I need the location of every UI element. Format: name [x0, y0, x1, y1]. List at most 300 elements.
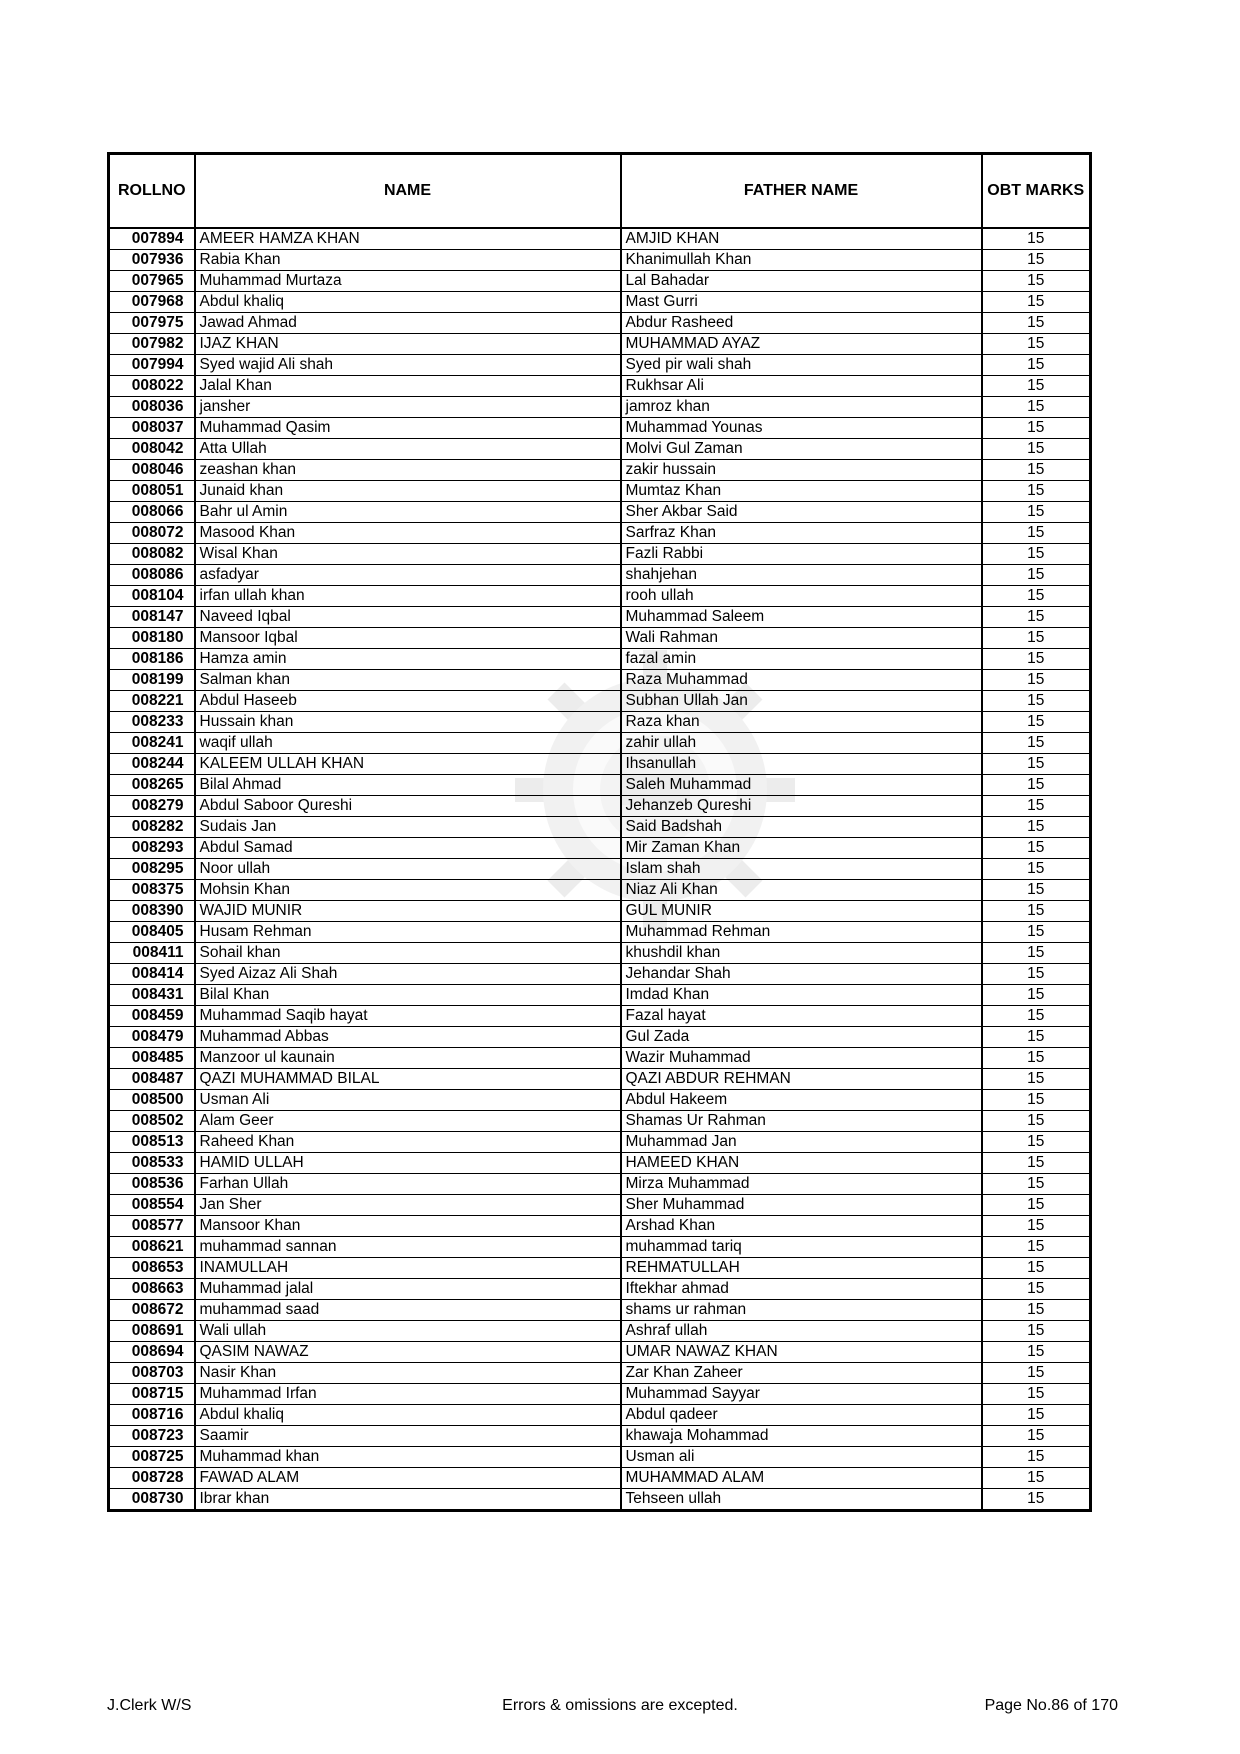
father-name-cell: Muhammad Saleem	[621, 607, 982, 628]
table-row	[109, 796, 1091, 817]
marks-cell: 15	[982, 1195, 1091, 1216]
name-cell: Manzoor ul kaunain	[195, 1048, 621, 1069]
rollno-cell: 008186	[109, 649, 195, 670]
table-row	[109, 1195, 1091, 1216]
table-row	[109, 481, 1091, 502]
father-name-cell: HAMEED KHAN	[621, 1153, 982, 1174]
rollno-cell: 008691	[109, 1321, 195, 1342]
rollno-cell: 008533	[109, 1153, 195, 1174]
marks-cell: 15	[982, 1090, 1091, 1111]
table-row	[109, 880, 1091, 901]
table-row	[109, 1153, 1091, 1174]
marks-cell: 15	[982, 922, 1091, 943]
marks-cell: 15	[982, 334, 1091, 355]
table-row	[109, 1468, 1091, 1489]
father-name-cell: Muhammad Rehman	[621, 922, 982, 943]
table-row	[109, 754, 1091, 775]
rollno-cell: 008500	[109, 1090, 195, 1111]
father-name-cell: Jehandar Shah	[621, 964, 982, 985]
name-cell: Muhammad jalal	[195, 1279, 621, 1300]
table-row	[109, 376, 1091, 397]
name-cell: QASIM NAWAZ	[195, 1342, 621, 1363]
rollno-cell: 008554	[109, 1195, 195, 1216]
rollno-cell: 007975	[109, 313, 195, 334]
father-name-cell: Raza Muhammad	[621, 670, 982, 691]
table-row	[109, 355, 1091, 376]
marks-cell: 15	[982, 292, 1091, 313]
name-cell: Jan Sher	[195, 1195, 621, 1216]
rollno-cell: 007965	[109, 271, 195, 292]
marks-cell: 15	[982, 1300, 1091, 1321]
table-row	[109, 397, 1091, 418]
marks-cell: 15	[982, 1111, 1091, 1132]
header-obt-marks: OBT MARKS	[982, 154, 1091, 229]
father-name-cell: Arshad Khan	[621, 1216, 982, 1237]
name-cell: INAMULLAH	[195, 1258, 621, 1279]
name-cell: muhammad sannan	[195, 1237, 621, 1258]
rollno-cell: 008180	[109, 628, 195, 649]
rollno-cell: 008716	[109, 1405, 195, 1426]
name-cell: QAZI MUHAMMAD BILAL	[195, 1069, 621, 1090]
marks-cell: 15	[982, 523, 1091, 544]
table-row	[109, 1006, 1091, 1027]
rollno-cell: 008082	[109, 544, 195, 565]
table-row	[109, 586, 1091, 607]
father-name-cell: Muhammad Sayyar	[621, 1384, 982, 1405]
table-row	[109, 1363, 1091, 1384]
table-row	[109, 523, 1091, 544]
marks-cell: 15	[982, 1048, 1091, 1069]
father-name-cell: zahir ullah	[621, 733, 982, 754]
name-cell: Alam Geer	[195, 1111, 621, 1132]
marks-cell: 15	[982, 271, 1091, 292]
marks-cell: 15	[982, 1132, 1091, 1153]
marks-cell: 15	[982, 565, 1091, 586]
father-name-cell: Sarfraz Khan	[621, 523, 982, 544]
name-cell: Hussain khan	[195, 712, 621, 733]
rollno-cell: 007968	[109, 292, 195, 313]
father-name-cell: Said Badshah	[621, 817, 982, 838]
name-cell: waqif ullah	[195, 733, 621, 754]
marks-cell: 15	[982, 376, 1091, 397]
table-row	[109, 1384, 1091, 1405]
name-cell: HAMID ULLAH	[195, 1153, 621, 1174]
rollno-cell: 008046	[109, 460, 195, 481]
name-cell: Muhammad Saqib hayat	[195, 1006, 621, 1027]
rollno-cell: 008086	[109, 565, 195, 586]
rollno-cell: 008663	[109, 1279, 195, 1300]
name-cell: Wisal Khan	[195, 544, 621, 565]
rollno-cell: 008414	[109, 964, 195, 985]
marks-cell: 15	[982, 397, 1091, 418]
table-row	[109, 271, 1091, 292]
rollno-cell: 008694	[109, 1342, 195, 1363]
table-row	[109, 1489, 1091, 1511]
name-cell: Muhammad Murtaza	[195, 271, 621, 292]
father-name-cell: Zar Khan Zaheer	[621, 1363, 982, 1384]
father-name-cell: GUL MUNIR	[621, 901, 982, 922]
table-row	[109, 228, 1091, 250]
name-cell: Bahr ul Amin	[195, 502, 621, 523]
table-row	[109, 712, 1091, 733]
rollno-cell: 008536	[109, 1174, 195, 1195]
name-cell: Saamir	[195, 1426, 621, 1447]
marks-cell: 15	[982, 607, 1091, 628]
name-cell: Usman Ali	[195, 1090, 621, 1111]
rollno-cell: 008022	[109, 376, 195, 397]
rollno-cell: 008265	[109, 775, 195, 796]
table-row	[109, 838, 1091, 859]
marks-cell: 15	[982, 943, 1091, 964]
rollno-cell: 008411	[109, 943, 195, 964]
table-row	[109, 313, 1091, 334]
table-row	[109, 922, 1091, 943]
marks-cell: 15	[982, 796, 1091, 817]
name-cell: Sudais Jan	[195, 817, 621, 838]
table-row	[109, 565, 1091, 586]
table-row	[109, 1237, 1091, 1258]
father-name-cell: Mast Gurri	[621, 292, 982, 313]
father-name-cell: Wali Rahman	[621, 628, 982, 649]
name-cell: Abdul Haseeb	[195, 691, 621, 712]
marks-cell: 15	[982, 1468, 1091, 1489]
rollno-cell: 008293	[109, 838, 195, 859]
name-cell: Syed wajid Ali shah	[195, 355, 621, 376]
name-cell: Jalal Khan	[195, 376, 621, 397]
marks-cell: 15	[982, 1363, 1091, 1384]
name-cell: Muhammad Qasim	[195, 418, 621, 439]
table-row	[109, 250, 1091, 271]
father-name-cell: shahjehan	[621, 565, 982, 586]
name-cell: irfan ullah khan	[195, 586, 621, 607]
footer-page-number: Page No.86 of 170	[984, 1697, 1118, 1714]
name-cell: Abdul Samad	[195, 838, 621, 859]
marks-cell: 15	[982, 691, 1091, 712]
name-cell: Bilal Ahmad	[195, 775, 621, 796]
rollno-cell: 008513	[109, 1132, 195, 1153]
name-cell: Sohail khan	[195, 943, 621, 964]
rollno-cell: 008459	[109, 1006, 195, 1027]
marks-cell: 15	[982, 502, 1091, 523]
table-row	[109, 691, 1091, 712]
table-row	[109, 901, 1091, 922]
footer-clerk: J.Clerk W/S	[107, 1697, 192, 1714]
father-name-cell: Fazal hayat	[621, 1006, 982, 1027]
table-row	[109, 1132, 1091, 1153]
rollno-cell: 007894	[109, 228, 195, 250]
table-row	[109, 670, 1091, 691]
father-name-cell: Sher Akbar Said	[621, 502, 982, 523]
father-name-cell: Sher Muhammad	[621, 1195, 982, 1216]
name-cell: Raheed Khan	[195, 1132, 621, 1153]
footer-disclaimer: Errors & omissions are excepted.	[502, 1697, 738, 1714]
father-name-cell: Abdul Hakeem	[621, 1090, 982, 1111]
rollno-cell: 008199	[109, 670, 195, 691]
father-name-cell: MUHAMMAD ALAM	[621, 1468, 982, 1489]
rollno-cell: 008244	[109, 754, 195, 775]
father-name-cell: Abdul qadeer	[621, 1405, 982, 1426]
father-name-cell: Gul Zada	[621, 1027, 982, 1048]
rollno-cell: 007936	[109, 250, 195, 271]
father-name-cell: Muhammad Younas	[621, 418, 982, 439]
father-name-cell: Molvi Gul Zaman	[621, 439, 982, 460]
rollno-cell: 008502	[109, 1111, 195, 1132]
marks-cell: 15	[982, 880, 1091, 901]
name-cell: Muhammad Irfan	[195, 1384, 621, 1405]
marks-cell: 15	[982, 1426, 1091, 1447]
father-name-cell: fazal amin	[621, 649, 982, 670]
rollno-cell: 008279	[109, 796, 195, 817]
name-cell: Atta Ullah	[195, 439, 621, 460]
name-cell: zeashan khan	[195, 460, 621, 481]
father-name-cell: Syed pir wali shah	[621, 355, 982, 376]
rollno-cell: 008390	[109, 901, 195, 922]
rollno-cell: 008037	[109, 418, 195, 439]
table-row	[109, 1279, 1091, 1300]
table-body	[109, 228, 1091, 1511]
marks-cell: 15	[982, 460, 1091, 481]
rollno-cell: 008036	[109, 397, 195, 418]
table-row	[109, 817, 1091, 838]
rollno-cell: 008487	[109, 1069, 195, 1090]
name-cell: Rabia Khan	[195, 250, 621, 271]
table-row	[109, 775, 1091, 796]
name-cell: Mohsin Khan	[195, 880, 621, 901]
table-row	[109, 1048, 1091, 1069]
father-name-cell: Abdur Rasheed	[621, 313, 982, 334]
rollno-cell: 008703	[109, 1363, 195, 1384]
rollno-cell: 008577	[109, 1216, 195, 1237]
father-name-cell: Mumtaz Khan	[621, 481, 982, 502]
table-row	[109, 544, 1091, 565]
rollno-cell: 008295	[109, 859, 195, 880]
marks-cell: 15	[982, 1216, 1091, 1237]
marks-cell: 15	[982, 628, 1091, 649]
father-name-cell: Rukhsar Ali	[621, 376, 982, 397]
rollno-cell: 008147	[109, 607, 195, 628]
rollno-cell: 008042	[109, 439, 195, 460]
table-row	[109, 1111, 1091, 1132]
table-row	[109, 859, 1091, 880]
marks-cell: 15	[982, 901, 1091, 922]
father-name-cell: khushdil khan	[621, 943, 982, 964]
marks-cell: 15	[982, 859, 1091, 880]
marks-cell: 15	[982, 313, 1091, 334]
name-cell: KALEEM ULLAH KHAN	[195, 754, 621, 775]
marks-cell: 15	[982, 1027, 1091, 1048]
marks-cell: 15	[982, 754, 1091, 775]
rollno-cell: 008431	[109, 985, 195, 1006]
name-cell: Mansoor Iqbal	[195, 628, 621, 649]
table-row	[109, 1321, 1091, 1342]
marks-cell: 15	[982, 481, 1091, 502]
name-cell: Ibrar khan	[195, 1489, 621, 1511]
name-cell: Junaid khan	[195, 481, 621, 502]
name-cell: Bilal Khan	[195, 985, 621, 1006]
marks-cell: 15	[982, 985, 1091, 1006]
name-cell: Naveed Iqbal	[195, 607, 621, 628]
father-name-cell: Lal Bahadar	[621, 271, 982, 292]
name-cell: WAJID MUNIR	[195, 901, 621, 922]
rollno-cell: 008051	[109, 481, 195, 502]
father-name-cell: QAZI ABDUR REHMAN	[621, 1069, 982, 1090]
table-row	[109, 733, 1091, 754]
marks-cell: 15	[982, 838, 1091, 859]
father-name-cell: Khanimullah Khan	[621, 250, 982, 271]
rollno-cell: 008730	[109, 1489, 195, 1511]
marks-cell: 15	[982, 775, 1091, 796]
name-cell: Muhammad khan	[195, 1447, 621, 1468]
marks-cell: 15	[982, 439, 1091, 460]
table-row	[109, 292, 1091, 313]
table-row	[109, 1027, 1091, 1048]
table-row	[109, 418, 1091, 439]
father-name-cell: Islam shah	[621, 859, 982, 880]
marks-cell: 15	[982, 670, 1091, 691]
header-name: NAME	[195, 154, 621, 229]
name-cell: jansher	[195, 397, 621, 418]
table-row	[109, 628, 1091, 649]
table-row	[109, 985, 1091, 1006]
father-name-cell: rooh ullah	[621, 586, 982, 607]
name-cell: Abdul khaliq	[195, 292, 621, 313]
father-name-cell: MUHAMMAD AYAZ	[621, 334, 982, 355]
marks-cell: 15	[982, 1342, 1091, 1363]
marks-cell: 15	[982, 1405, 1091, 1426]
marks-cell: 15	[982, 1174, 1091, 1195]
father-name-cell: Jehanzeb Qureshi	[621, 796, 982, 817]
father-name-cell: Iftekhar ahmad	[621, 1279, 982, 1300]
rollno-cell: 008221	[109, 691, 195, 712]
name-cell: Noor ullah	[195, 859, 621, 880]
marks-cell: 15	[982, 649, 1091, 670]
father-name-cell: khawaja Mohammad	[621, 1426, 982, 1447]
table-row	[109, 607, 1091, 628]
marks-cell: 15	[982, 712, 1091, 733]
table-row	[109, 460, 1091, 481]
marks-cell: 15	[982, 1069, 1091, 1090]
father-name-cell: AMJID KHAN	[621, 228, 982, 250]
table-row	[109, 1069, 1091, 1090]
father-name-cell: Mir Zaman Khan	[621, 838, 982, 859]
father-name-cell: Shamas Ur Rahman	[621, 1111, 982, 1132]
name-cell: Salman khan	[195, 670, 621, 691]
father-name-cell: shams ur rahman	[621, 1300, 982, 1321]
father-name-cell: Raza khan	[621, 712, 982, 733]
father-name-cell: Saleh Muhammad	[621, 775, 982, 796]
name-cell: Farhan Ullah	[195, 1174, 621, 1195]
rollno-cell: 008282	[109, 817, 195, 838]
father-name-cell: Mirza Muhammad	[621, 1174, 982, 1195]
father-name-cell: Wazir Muhammad	[621, 1048, 982, 1069]
table-row	[109, 1216, 1091, 1237]
marks-cell: 15	[982, 1258, 1091, 1279]
rollno-cell: 008072	[109, 523, 195, 544]
results-table	[107, 152, 1092, 1512]
rollno-cell: 008066	[109, 502, 195, 523]
table-row	[109, 1258, 1091, 1279]
rollno-cell: 008653	[109, 1258, 195, 1279]
marks-cell: 15	[982, 418, 1091, 439]
name-cell: FAWAD ALAM	[195, 1468, 621, 1489]
table-row	[109, 1090, 1091, 1111]
rollno-cell: 008723	[109, 1426, 195, 1447]
table-row	[109, 1300, 1091, 1321]
father-name-cell: Ihsanullah	[621, 754, 982, 775]
name-cell: Abdul Saboor Qureshi	[195, 796, 621, 817]
marks-cell: 15	[982, 1279, 1091, 1300]
rollno-cell: 008728	[109, 1468, 195, 1489]
name-cell: Wali ullah	[195, 1321, 621, 1342]
rollno-cell: 007994	[109, 355, 195, 376]
father-name-cell: Imdad Khan	[621, 985, 982, 1006]
marks-cell: 15	[982, 1153, 1091, 1174]
marks-cell: 15	[982, 964, 1091, 985]
marks-cell: 15	[982, 228, 1091, 250]
table-row	[109, 1405, 1091, 1426]
name-cell: AMEER HAMZA KHAN	[195, 228, 621, 250]
name-cell: IJAZ KHAN	[195, 334, 621, 355]
rollno-cell: 008485	[109, 1048, 195, 1069]
father-name-cell: Subhan Ullah Jan	[621, 691, 982, 712]
table-row	[109, 964, 1091, 985]
father-name-cell: Fazli Rabbi	[621, 544, 982, 565]
name-cell: Husam Rehman	[195, 922, 621, 943]
name-cell: Masood Khan	[195, 523, 621, 544]
rollno-cell: 008621	[109, 1237, 195, 1258]
marks-cell: 15	[982, 1489, 1091, 1511]
marks-cell: 15	[982, 1006, 1091, 1027]
name-cell: Abdul khaliq	[195, 1405, 621, 1426]
father-name-cell: zakir hussain	[621, 460, 982, 481]
rollno-cell: 008715	[109, 1384, 195, 1405]
rollno-cell: 008375	[109, 880, 195, 901]
table-row	[109, 1426, 1091, 1447]
table-header-row	[109, 154, 1091, 229]
rollno-cell: 008479	[109, 1027, 195, 1048]
marks-cell: 15	[982, 1384, 1091, 1405]
table-row	[109, 439, 1091, 460]
rollno-cell: 008233	[109, 712, 195, 733]
father-name-cell: jamroz khan	[621, 397, 982, 418]
name-cell: Jawad Ahmad	[195, 313, 621, 334]
table-row	[109, 943, 1091, 964]
marks-cell: 15	[982, 817, 1091, 838]
name-cell: Mansoor Khan	[195, 1216, 621, 1237]
father-name-cell: UMAR NAWAZ KHAN	[621, 1342, 982, 1363]
marks-cell: 15	[982, 1447, 1091, 1468]
rollno-cell: 008725	[109, 1447, 195, 1468]
father-name-cell: Tehseen ullah	[621, 1489, 982, 1511]
table-row	[109, 649, 1091, 670]
table-row	[109, 1342, 1091, 1363]
table-row	[109, 1447, 1091, 1468]
rollno-cell: 008672	[109, 1300, 195, 1321]
name-cell: muhammad saad	[195, 1300, 621, 1321]
name-cell: Muhammad Abbas	[195, 1027, 621, 1048]
marks-cell: 15	[982, 544, 1091, 565]
rollno-cell: 008405	[109, 922, 195, 943]
marks-cell: 15	[982, 1237, 1091, 1258]
father-name-cell: Muhammad Jan	[621, 1132, 982, 1153]
rollno-cell: 008241	[109, 733, 195, 754]
name-cell: Hamza amin	[195, 649, 621, 670]
header-rollno: ROLLNO	[109, 154, 195, 229]
marks-cell: 15	[982, 733, 1091, 754]
father-name-cell: Niaz Ali Khan	[621, 880, 982, 901]
table-row	[109, 502, 1091, 523]
marks-cell: 15	[982, 1321, 1091, 1342]
